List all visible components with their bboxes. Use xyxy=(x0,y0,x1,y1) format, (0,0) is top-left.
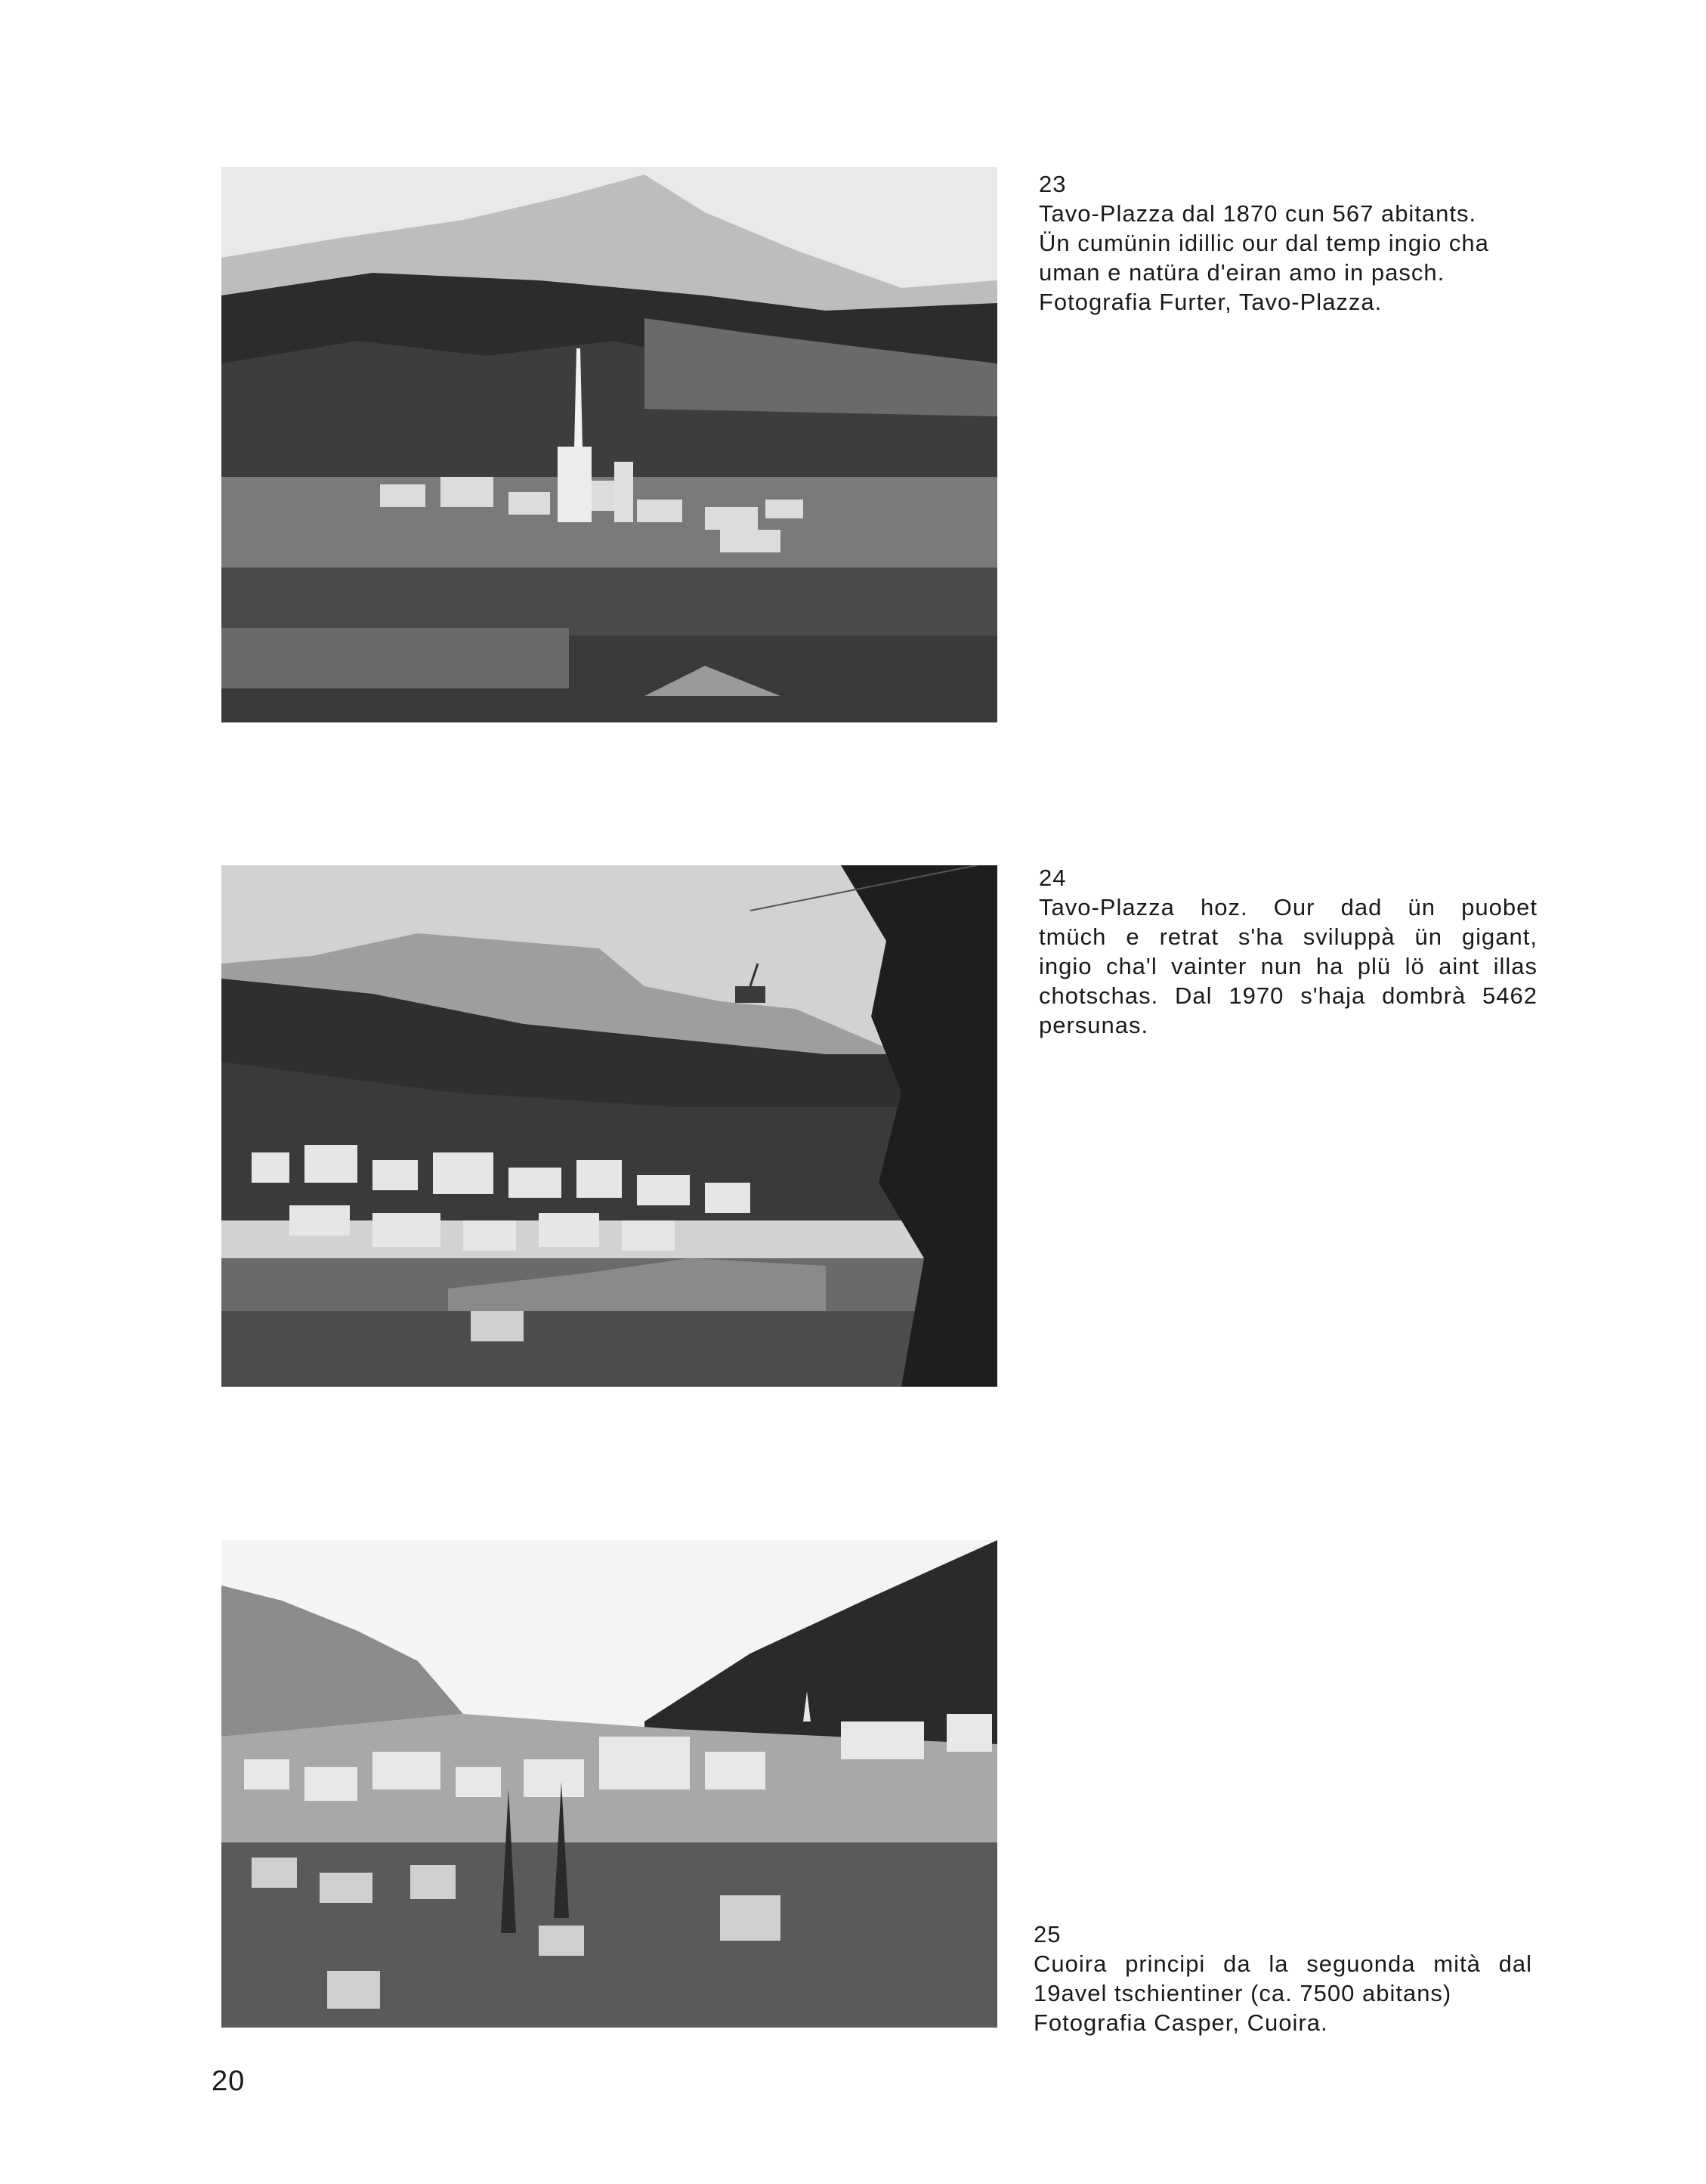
figure-24-caption-line: persunas. xyxy=(1039,1012,1149,1038)
figure-23-caption-line: Fotografia Furter, Tavo-Plazza. xyxy=(1039,289,1383,315)
figure-25-caption-line: Cuoira principi da la seguonda mità dal xyxy=(1034,1950,1532,1977)
figure-23-caption-line: uman e natüra d'eiran amo in pasch. xyxy=(1039,259,1445,286)
figure-23-caption xyxy=(1039,169,1538,317)
figure-24-number: 24 xyxy=(1039,865,1067,891)
figure-24-caption-line: chotschas. Dal 1970 s'haja dombrà 5462 xyxy=(1039,982,1538,1009)
figure-25-caption xyxy=(1034,1920,1532,2037)
photo-23-image xyxy=(221,167,997,722)
photo-25-image xyxy=(221,1540,997,2028)
figure-24-caption xyxy=(1039,863,1538,1040)
photo-24-image xyxy=(221,865,997,1387)
figure-24-caption-line: Tavo-Plazza hoz. Our dad ün puobet xyxy=(1039,894,1538,920)
photo-tavo-plazza-1870 xyxy=(221,167,997,722)
figure-23-caption-line: Tavo-Plazza dal 1870 cun 567 abitants. xyxy=(1039,200,1477,227)
figure-25-number: 25 xyxy=(1034,1921,1062,1947)
figure-24-caption-line: ingio cha'l vainter nun ha plü lö aint illas xyxy=(1039,953,1538,979)
figure-24-caption-line: tmüch e retrat s'ha sviluppà ün gigant, xyxy=(1039,923,1538,950)
page-number: 20 xyxy=(212,2065,246,2097)
figure-25-caption-line: 19avel tschientiner (ca. 7500 abitans) xyxy=(1034,1980,1452,2006)
photo-tavo-plazza-today xyxy=(221,865,997,1387)
photo-cuoira xyxy=(221,1540,997,2028)
figure-23-caption-line: Ün cumünin idillic our dal temp ingio cha xyxy=(1039,230,1489,256)
figure-23-number: 23 xyxy=(1039,171,1067,197)
figure-25-caption-line: Fotografia Casper, Cuoira. xyxy=(1034,2009,1328,2036)
